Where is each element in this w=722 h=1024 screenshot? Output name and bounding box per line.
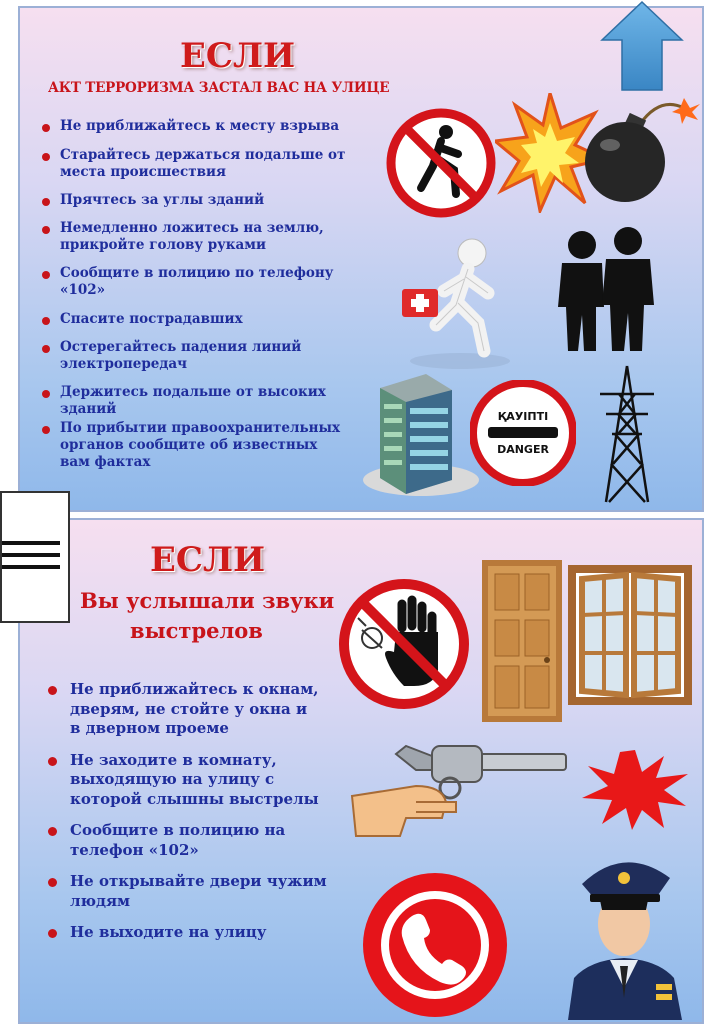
- list-item: Не заходите в комнату, выходящую на улицу с которой слышны выстрелы: [48, 751, 320, 810]
- list-item: Не выходите на улицу: [48, 923, 338, 943]
- building-icon: [356, 368, 486, 503]
- menu-button[interactable]: [0, 491, 70, 623]
- running-medic-icon: [380, 233, 520, 373]
- explosion-icon: [580, 750, 690, 830]
- section2-subtitle-2: выстрелов: [130, 618, 263, 643]
- no-entry-hand-icon: [338, 578, 470, 710]
- menu-icon: [2, 541, 60, 545]
- section1-title: ЕСЛИ: [180, 36, 296, 76]
- police-officer-icon: [560, 848, 690, 1020]
- danger-sign-top-text: ҚАУІПТІ: [497, 410, 549, 423]
- list-item: Не приближайтесь к окнам, дверям, не стойте у окна и в дверном проеме: [48, 680, 320, 739]
- up-arrow-icon[interactable]: [600, 0, 684, 92]
- phone-icon[interactable]: [360, 870, 510, 1020]
- menu-icon-line: [2, 565, 60, 569]
- list-item: Немедленно ложитесь на землю, прикройте голову руками: [42, 220, 340, 254]
- list-item: По прибытии правоохранительных органов сообщите об известных вам фактах: [42, 420, 350, 471]
- list-item: Прячтесь за углы зданий: [42, 192, 382, 209]
- revolver-icon: [346, 736, 576, 846]
- list-item: Сообщите в полицию на телефон «102»: [48, 821, 300, 860]
- list-item: Не открывайте двери чужим людям: [48, 872, 330, 911]
- list-item: Старайтесь держаться подальше от места происшествия: [42, 147, 350, 181]
- section1-subtitle: АКТ ТЕРРОРИЗМА ЗАСТАЛ ВАС НА УЛИЦЕ: [48, 80, 390, 96]
- section2-title: ЕСЛИ: [150, 540, 266, 580]
- menu-icon-line: [2, 553, 60, 557]
- list-item: Не приближайтесь к месту взрыва: [42, 118, 382, 135]
- section1-list: [42, 118, 382, 471]
- list-item: Сообщите в полицию по телефону «102»: [42, 265, 382, 299]
- gunshots-panel: [18, 518, 704, 1024]
- people-silhouette-icon: [540, 223, 670, 353]
- danger-sign-icon: [470, 380, 576, 486]
- power-tower-icon: [592, 364, 662, 504]
- list-item: Спасите пострадавших: [42, 311, 382, 328]
- door-icon: [482, 560, 562, 722]
- no-pedestrian-icon: [386, 108, 496, 218]
- danger-sign-bottom-text: DANGER: [497, 443, 549, 456]
- list-item: Остерегайтесь падения линий электропередач: [42, 339, 320, 373]
- bomb-icon: [580, 90, 700, 210]
- section2-subtitle-1: Вы услышали звуки: [80, 588, 335, 613]
- list-item: Держитесь подальше от высоких зданий: [42, 384, 340, 418]
- window-icon: [568, 565, 692, 705]
- terror-street-panel: [18, 6, 704, 512]
- section2-list: [48, 680, 338, 943]
